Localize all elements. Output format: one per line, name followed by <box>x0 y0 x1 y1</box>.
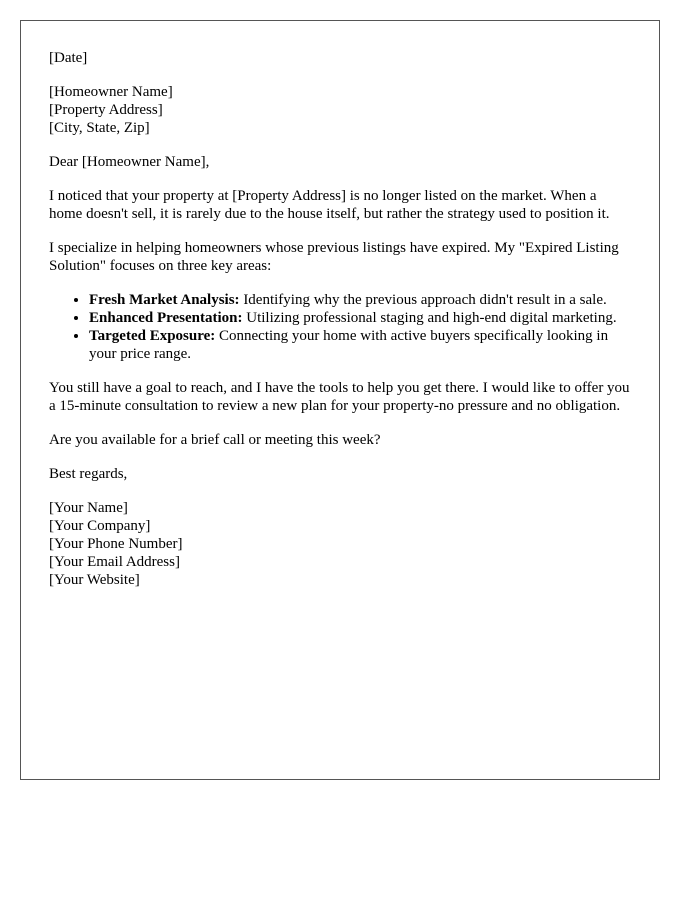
signature-company: [Your Company] <box>49 518 151 534</box>
closing: Best regards, <box>49 466 128 482</box>
salutation: Dear [Homeowner Name], <box>49 154 210 170</box>
area-title: Enhanced Presentation: <box>89 310 243 326</box>
paragraph-question: Are you available for a brief call or meeting this week? <box>49 432 381 448</box>
list-item <box>89 291 632 309</box>
paragraph-offer: You still have a goal to reach, and I have the tools to help you get there. I would like to offer you a 15-minute consultation to review a new plan for your property-no pressure and no obligation. <box>49 380 630 414</box>
paragraph-intro: I noticed that your property at [Property Address] is no longer listed on the market. When a home doesn't sell, it is rarely due to the house itself, but rather the strategy used to position it. <box>49 188 610 222</box>
area-text: Utilizing professional staging and high-end digital marketing. <box>242 310 617 326</box>
signature-block <box>49 499 632 589</box>
list-item <box>89 327 632 363</box>
signature-name: [Your Name] <box>49 500 128 516</box>
recipient-name: [Homeowner Name] <box>49 84 173 100</box>
signature-phone: [Your Phone Number] <box>49 536 183 552</box>
letter-date: [Date] <box>49 50 88 66</box>
list-item <box>89 309 632 327</box>
recipient-address <box>49 83 632 137</box>
area-title: Fresh Market Analysis: <box>89 292 240 308</box>
key-areas-list <box>49 291 632 363</box>
area-text: Identifying why the previous approach didn't result in a sale. <box>239 292 607 308</box>
area-title: Targeted Exposure: <box>89 328 216 344</box>
signature-website: [Your Website] <box>49 572 140 588</box>
signature-email: [Your Email Address] <box>49 554 180 570</box>
letter-page <box>20 20 660 780</box>
area-text: Connecting your home with active buyers specifically looking in your price range. <box>89 328 609 362</box>
recipient-city-state-zip: [City, State, Zip] <box>49 120 150 136</box>
recipient-property-address: [Property Address] <box>49 102 163 118</box>
paragraph-specialty: I specialize in helping homeowners whose previous listings have expired. My "Expired Listing Solution" focuses on three key areas: <box>49 240 619 274</box>
